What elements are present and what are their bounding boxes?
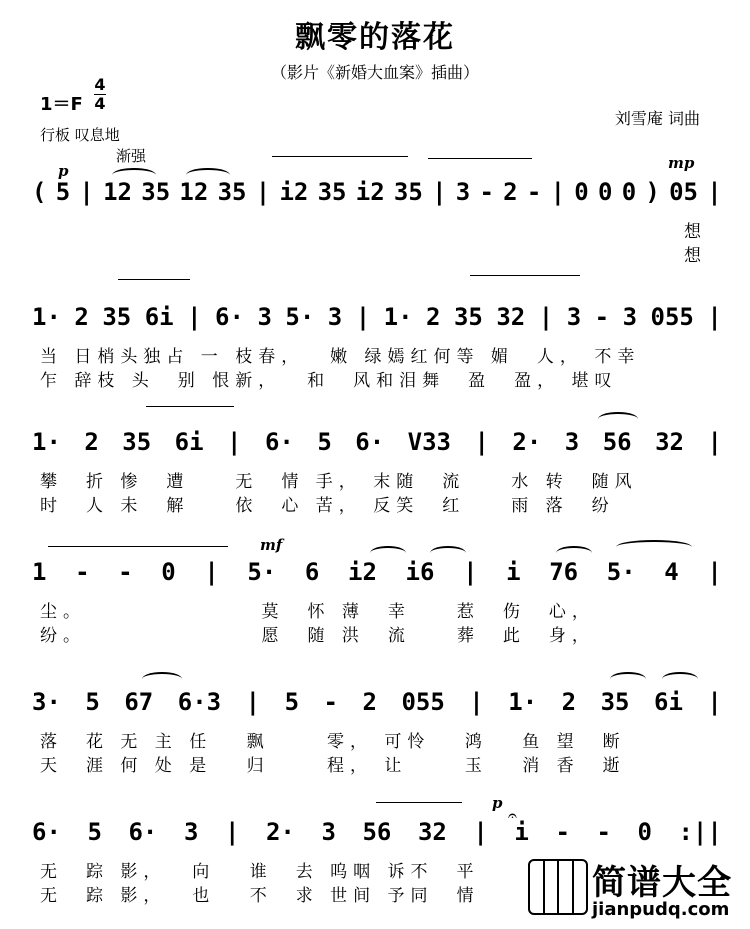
dynamic-mark: p	[58, 162, 69, 180]
note: 3	[257, 303, 272, 331]
note-row	[32, 814, 722, 850]
note: 35	[393, 178, 423, 206]
composer-credit: 刘雪庵 词曲	[614, 109, 700, 128]
barline: |	[538, 303, 554, 331]
note: 35	[600, 688, 630, 716]
piano-logo-icon	[528, 859, 588, 915]
note: 6·3	[177, 688, 222, 716]
lyric-line-1: 尘。 莫 怀 薄 幸 惹 伤 心，	[40, 602, 595, 622]
dynamic-mark: p	[492, 794, 503, 812]
note: 3	[564, 428, 580, 456]
barline: |	[187, 303, 202, 331]
score-system-4	[0, 530, 750, 660]
note: 055	[401, 688, 445, 716]
note: 3	[321, 818, 336, 846]
note-row	[32, 684, 722, 720]
crescendo-hairpin	[118, 279, 190, 286]
watermark	[520, 851, 750, 929]
note: i2	[348, 558, 377, 586]
note: i	[514, 818, 529, 846]
lyric-line-1: 想	[40, 222, 707, 242]
end-repeat-barline: :||	[678, 818, 722, 846]
barline: |	[550, 178, 566, 206]
note: 5·	[606, 558, 636, 586]
fermata-icon: 𝄐	[508, 806, 517, 825]
decrescendo-hairpin	[428, 158, 532, 165]
barline: |	[224, 818, 240, 846]
note: 2	[561, 688, 577, 716]
crescendo-hairpin	[272, 150, 408, 157]
note: 35	[217, 178, 247, 206]
score-system-1	[0, 150, 750, 280]
note: 5	[87, 818, 102, 846]
note: 6·	[32, 818, 61, 846]
note: 12	[179, 178, 209, 206]
note: 3	[566, 303, 582, 331]
lyric-line-1: 无 踪 影， 向 谁 去 呜咽 诉不 平	[40, 862, 480, 882]
lyric-line-2: 时 人 未 解 依 心 苦， 反笑 红 雨 落 纷	[40, 496, 615, 516]
note: -	[323, 688, 338, 716]
note: 2	[426, 303, 441, 331]
dynamic-mark: mp	[668, 154, 695, 172]
note: i6	[405, 558, 435, 586]
score-system-2	[0, 275, 750, 405]
decrescendo-hairpin	[470, 275, 580, 282]
note: 1·	[32, 428, 61, 456]
note: 35	[317, 178, 347, 206]
barline: |	[463, 558, 478, 586]
score-system-3	[0, 400, 750, 530]
note: 32	[417, 818, 447, 846]
note-row	[32, 174, 722, 210]
note: -	[555, 818, 570, 846]
note: 3	[327, 303, 343, 331]
note: 5·	[247, 558, 277, 586]
lyric-line-2: 纷。 愿 随 洪 流 葬 此 身，	[40, 626, 595, 646]
watermark-url: jianpudq.com	[592, 899, 730, 920]
song-title: 飘零的落花	[295, 20, 455, 55]
note: 6	[304, 558, 320, 586]
barline: |	[707, 178, 722, 206]
barline: |	[707, 688, 722, 716]
lyric-line-1: 落 花 无 主 任 飘 零， 可怜 鸿 鱼 望 断	[40, 732, 626, 752]
lyric-line-2: 乍 辞枝 头 别 恨新， 和 风和泪舞 盈 盈， 堪叹	[40, 371, 618, 391]
score-system-5	[0, 660, 750, 790]
note: 2	[362, 688, 377, 716]
note: 35	[141, 178, 171, 206]
note: V33	[407, 428, 451, 456]
note: 3	[455, 178, 471, 206]
note: 2	[84, 428, 99, 456]
barline: |	[469, 688, 484, 716]
note: 3	[183, 818, 199, 846]
note: 1·	[508, 688, 538, 716]
note: 055	[650, 303, 694, 331]
decrescendo-hairpin	[48, 546, 228, 553]
time-signature	[94, 76, 106, 113]
note: 6·	[355, 428, 385, 456]
note: 5·	[285, 303, 315, 331]
note: 5	[55, 178, 71, 206]
note: 67	[124, 688, 154, 716]
note: 6i	[144, 303, 174, 331]
note: 6·	[264, 428, 294, 456]
note: -	[596, 818, 611, 846]
crescendo-text: 渐强	[116, 147, 147, 165]
note: 0	[637, 818, 652, 846]
note-row	[32, 424, 722, 460]
meter-bottom: 4	[94, 94, 106, 113]
note: -	[594, 303, 610, 331]
lyric-line-2: 想	[40, 246, 707, 266]
barline: |	[432, 178, 447, 206]
lyric-line-1: 当 日梢头独占 一 枝春， 嫩 绿嫣红何等 媚 人， 不幸	[40, 347, 641, 367]
tempo-marking: 行板 叹息地	[40, 126, 120, 144]
note: 32	[655, 428, 684, 456]
note: 0	[161, 558, 176, 586]
note: 1	[32, 558, 47, 586]
note: 56	[362, 818, 392, 846]
note: i2	[279, 178, 309, 206]
barline: |	[474, 428, 489, 456]
note: 2·	[512, 428, 542, 456]
note-row	[32, 554, 722, 590]
barline: |	[245, 688, 261, 716]
key-signature: 1＝F	[40, 94, 83, 115]
barline: |	[707, 303, 722, 331]
barline: |	[227, 428, 242, 456]
note: 1·	[383, 303, 413, 331]
meter-top: 4	[94, 75, 106, 94]
barline: |	[204, 558, 219, 586]
note: -	[75, 558, 90, 586]
barline: |	[79, 178, 94, 206]
lyric-line-1: 攀 折 惨 遭 无 情 手， 末随 流 水 转 随风	[40, 472, 638, 492]
lyric-line-2: 无 踪 影， 也 不 求 世间 予同 情	[40, 886, 480, 906]
barline: |	[255, 178, 271, 206]
dynamic-mark: mf	[260, 536, 283, 554]
note: 35	[122, 428, 152, 456]
note: i2	[355, 178, 385, 206]
note: 3	[622, 303, 638, 331]
note: 2	[503, 178, 518, 206]
note: 6i	[174, 428, 204, 456]
note: 2	[74, 303, 89, 331]
note: 1·	[32, 303, 61, 331]
note: 5	[317, 428, 332, 456]
tie	[616, 540, 692, 554]
note: 3·	[32, 688, 61, 716]
note: 6i	[654, 688, 683, 716]
note: 5	[85, 688, 100, 716]
barline: |	[355, 303, 371, 331]
note: 5	[284, 688, 300, 716]
barline: |	[707, 428, 722, 456]
note: 0	[597, 178, 613, 206]
note: 05	[669, 178, 698, 206]
note: 4	[664, 558, 679, 586]
barline: |	[707, 558, 722, 586]
barline: |	[473, 818, 488, 846]
note: 6·	[128, 818, 158, 846]
note: 32	[496, 303, 526, 331]
crescendo-hairpin	[146, 400, 234, 407]
note: 12	[103, 178, 133, 206]
note: 35	[453, 303, 483, 331]
note: -	[479, 178, 494, 206]
note: 76	[549, 558, 579, 586]
note: i	[506, 558, 521, 586]
note: 6·	[215, 303, 244, 331]
note-row	[32, 299, 722, 335]
watermark-name: 简谱大全	[592, 863, 732, 903]
lyric-line-2: 天 涯 何 处 是 归 程， 让 玉 消 香 逝	[40, 756, 626, 776]
note: 2·	[265, 818, 295, 846]
note: 0	[621, 178, 637, 206]
note: 0	[574, 178, 589, 206]
note: -	[118, 558, 133, 586]
note: 56	[602, 428, 632, 456]
note: )	[645, 178, 660, 206]
song-subtitle: （影片《新婚大血案》插曲）	[270, 63, 479, 82]
note: -	[526, 178, 542, 206]
note: 35	[102, 303, 132, 331]
note: (	[32, 178, 47, 206]
decrescendo-hairpin	[376, 802, 462, 809]
